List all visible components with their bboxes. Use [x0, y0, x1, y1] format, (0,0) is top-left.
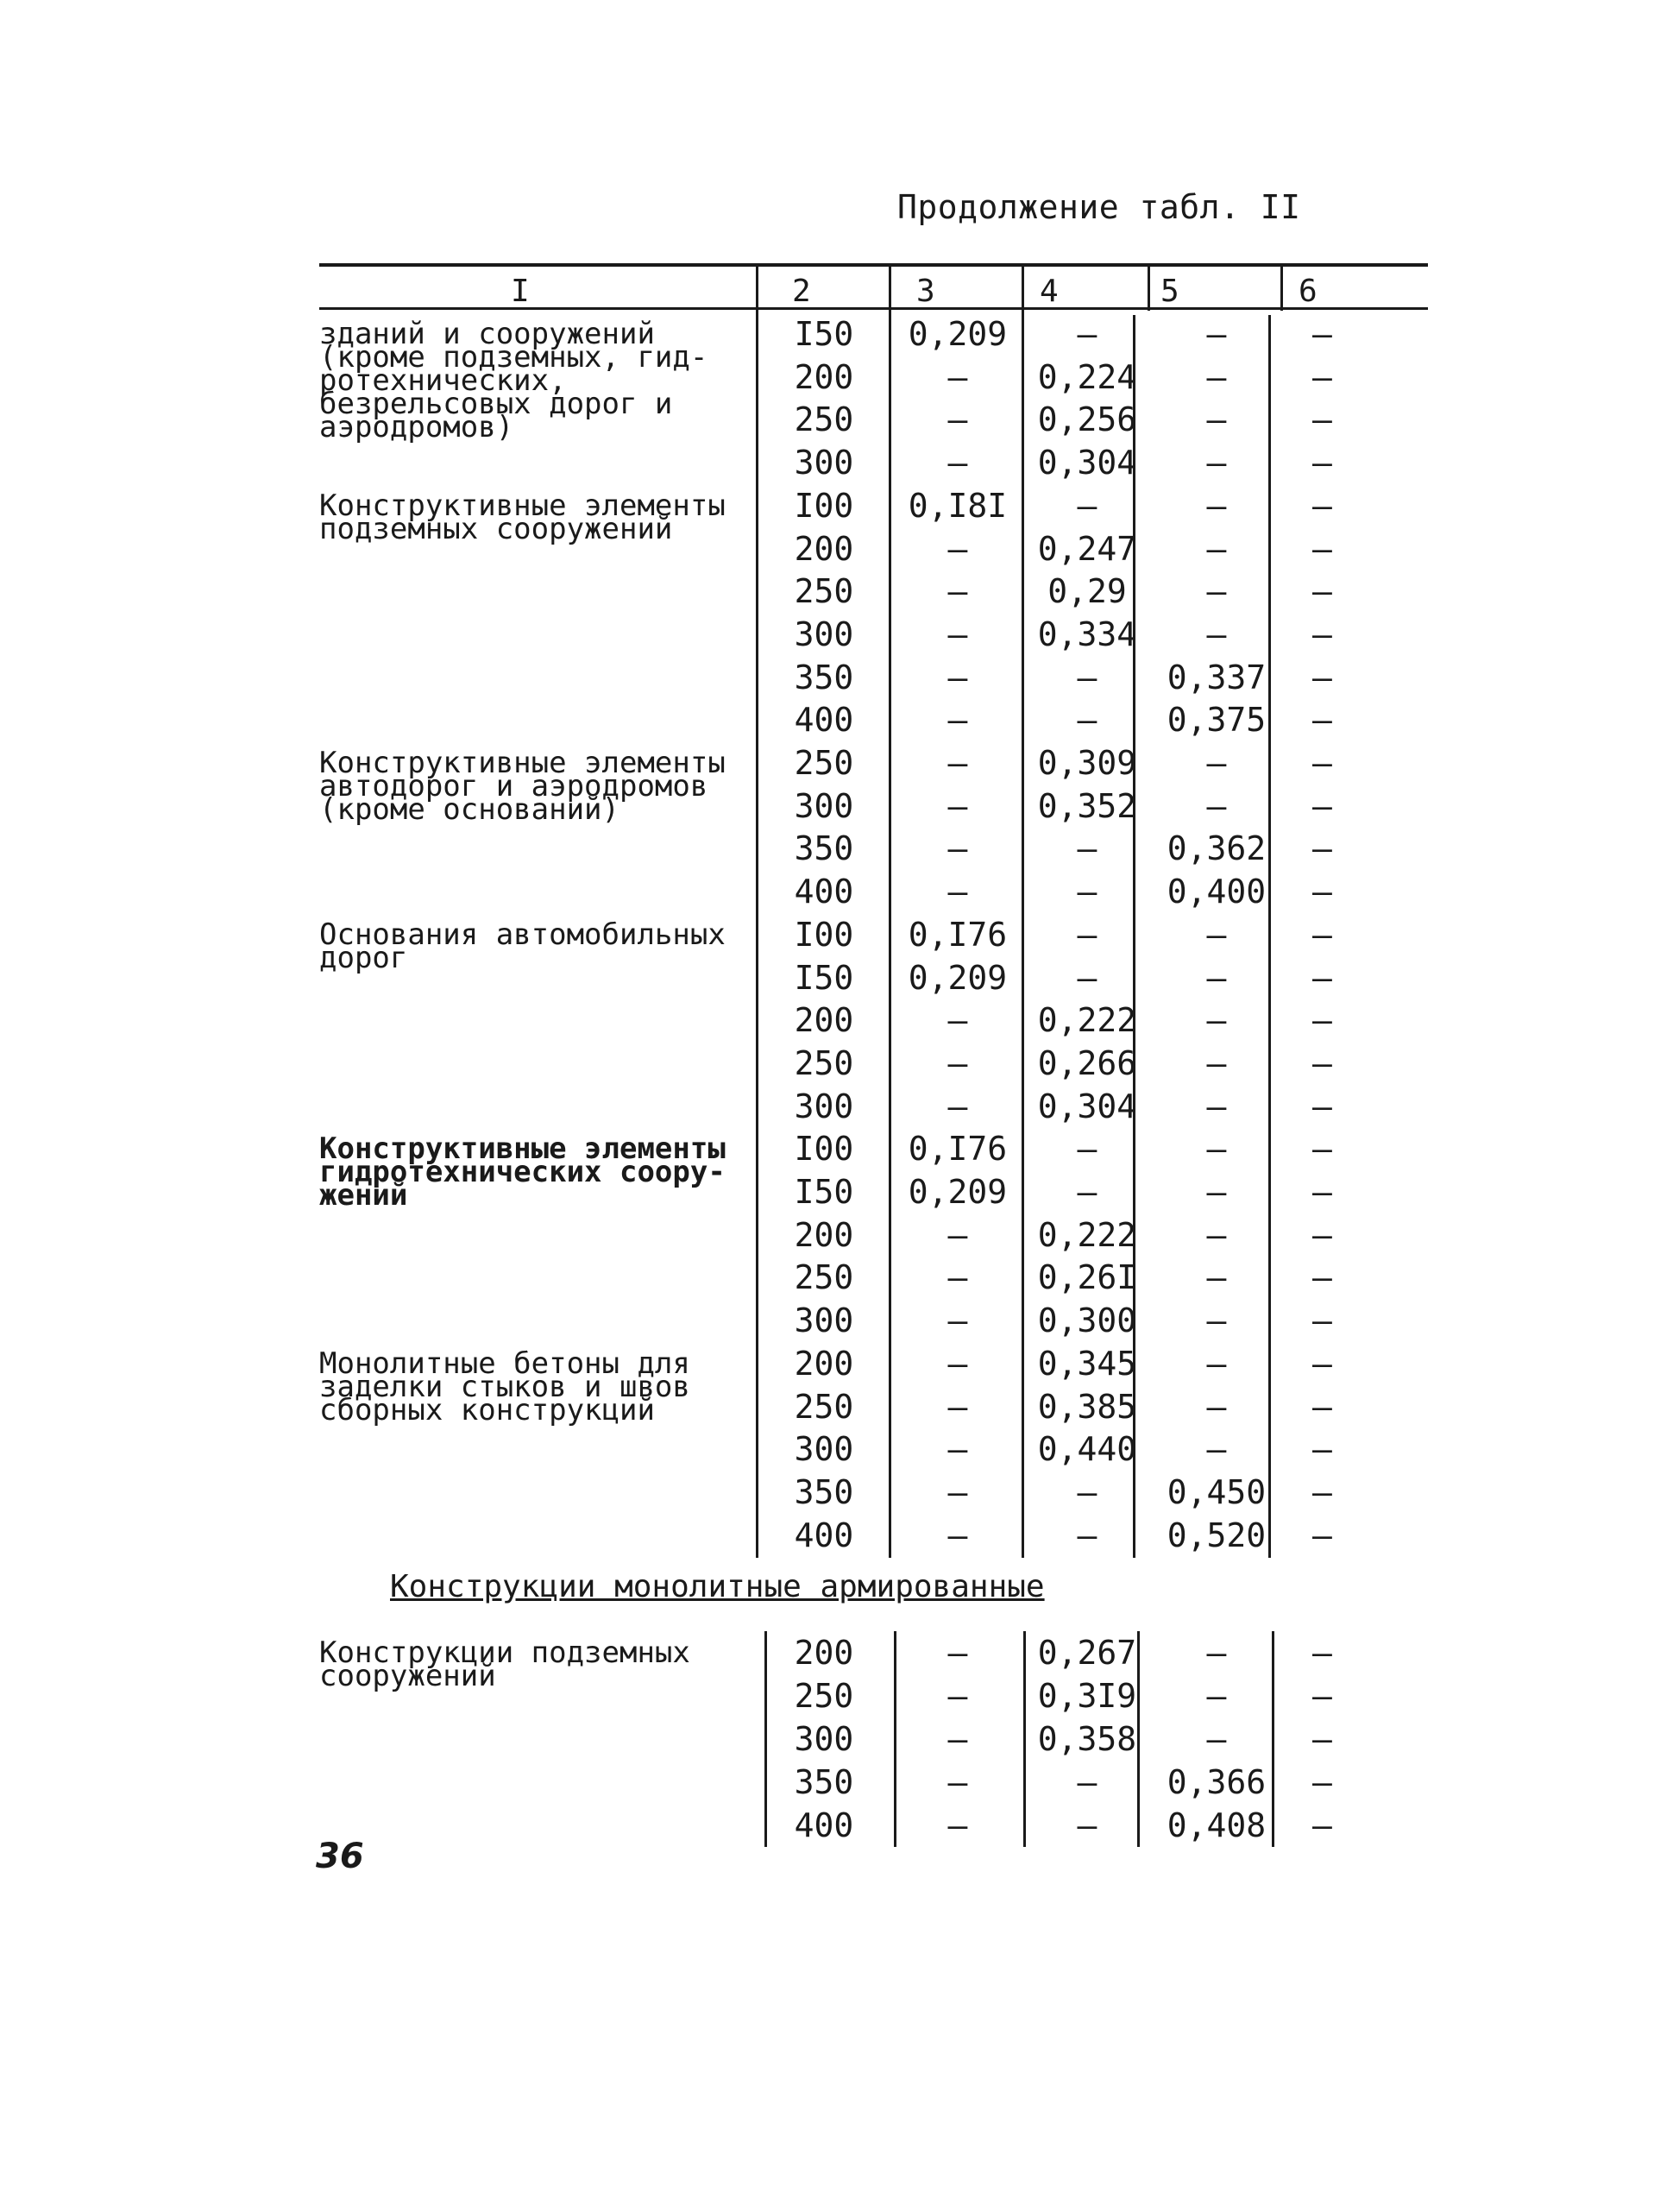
table-cell: –: [1077, 1806, 1097, 1844]
table-cell: 0,209: [908, 1173, 1008, 1211]
header-col-4: 4: [1040, 274, 1059, 309]
table-cell: –: [1206, 1344, 1227, 1383]
table-cell: –: [1312, 1087, 1332, 1125]
table-cell: –: [1077, 658, 1097, 696]
table-cell: 0,375: [1167, 701, 1267, 740]
table-cell: 400: [794, 1806, 854, 1844]
row-group-label: Конструктивные элементы подземных сооружений: [319, 488, 726, 546]
table-caption: Продолжение табл. II: [897, 188, 1301, 226]
table-cell: –: [1077, 315, 1097, 353]
table-cell: 300: [794, 1087, 854, 1125]
table-cell: 0,209: [908, 958, 1008, 997]
table-cell: –: [1206, 1173, 1227, 1211]
table-cell: –: [1077, 1130, 1097, 1169]
table-cell: 0,440: [1037, 1430, 1137, 1469]
table-cell: –: [1206, 357, 1227, 396]
table-cell: 0,222: [1037, 1001, 1137, 1040]
table-cell: –: [1206, 1634, 1227, 1672]
table-cell: –: [1077, 915, 1097, 954]
table-cell: 0,362: [1167, 829, 1267, 868]
row-group-label: Конструктивные элементы гидротехнических соору- жений: [319, 1131, 726, 1213]
table-cell: –: [1077, 701, 1097, 740]
table-cell: –: [1206, 744, 1227, 782]
table-cell: –: [1312, 915, 1332, 954]
table-cell: –: [1312, 701, 1332, 740]
table-cell: –: [1312, 1387, 1332, 1426]
table-cell: –: [1077, 486, 1097, 525]
table-cell: I00: [794, 915, 854, 954]
table-cell: –: [947, 658, 968, 696]
table-cell: –: [1312, 1430, 1332, 1469]
table-cell: –: [1312, 572, 1332, 611]
table-cell: 350: [794, 829, 854, 868]
row-group-label: Конструктивные элементы автодорог и аэродромов (кроме оснований): [319, 746, 726, 827]
table-cell: 0,345: [1037, 1344, 1137, 1383]
table-cell: –: [1206, 529, 1227, 568]
column-divider: [1023, 1631, 1026, 1847]
header-col-3: 3: [916, 274, 935, 309]
table-cell: –: [1312, 1043, 1332, 1082]
table-cell: –: [947, 614, 968, 653]
header-col-5: 5: [1160, 274, 1179, 309]
table-cell: –: [947, 1387, 968, 1426]
table-cell: I00: [794, 1130, 854, 1169]
table-cell: 250: [794, 1677, 854, 1715]
table-cell: 200: [794, 1001, 854, 1040]
table-cell: 300: [794, 786, 854, 825]
table-cell: –: [947, 1634, 968, 1672]
table-cell: –: [1312, 357, 1332, 396]
table-cell: 200: [794, 529, 854, 568]
table-cell: –: [1312, 1763, 1332, 1801]
table-cell: –: [1077, 1516, 1097, 1554]
row-group-label: Основания автомобильных дорог: [319, 917, 726, 975]
table-cell: –: [1206, 400, 1227, 439]
table-cell: –: [1206, 786, 1227, 825]
table-cell: 0,304: [1037, 1087, 1137, 1125]
table-cell: –: [947, 1001, 968, 1040]
row-group-label: Монолитные бетоны для заделки стыков и швов сборных конструкций: [319, 1345, 690, 1427]
table-cell: –: [1206, 958, 1227, 997]
table-cell: 0,337: [1167, 658, 1267, 696]
table-cell: –: [1206, 315, 1227, 353]
table-cell: 350: [794, 1472, 854, 1511]
table-cell: –: [947, 1258, 968, 1297]
column-divider: [1148, 263, 1150, 311]
table-cell: –: [947, 1430, 968, 1469]
table-cell: –: [1312, 1173, 1332, 1211]
table-cell: –: [947, 1215, 968, 1254]
table-cell: 400: [794, 1516, 854, 1554]
table-cell: 250: [794, 572, 854, 611]
table-cell: 0,266: [1037, 1043, 1137, 1082]
table-cell: –: [947, 400, 968, 439]
table-cell: –: [947, 357, 968, 396]
row-group-label: зданий и сооружений (кроме подземных, гид- ротехнических, безрельсовых дорог и аэродромов): [319, 317, 708, 444]
table-cell: 0,450: [1167, 1472, 1267, 1511]
header-col-2: 2: [792, 274, 811, 309]
table-cell: 0,26I: [1037, 1258, 1137, 1297]
table-cell: 0,247: [1037, 529, 1137, 568]
table-cell: –: [1206, 915, 1227, 954]
table-cell: 0,209: [908, 315, 1008, 353]
table-cell: –: [947, 1763, 968, 1801]
table-cell: –: [1312, 1001, 1332, 1040]
table-cell: 0,I8I: [908, 486, 1008, 525]
table-cell: 350: [794, 658, 854, 696]
page-number: 36: [316, 1837, 364, 1876]
table-cell: 200: [794, 357, 854, 396]
table-cell: 250: [794, 1387, 854, 1426]
table-cell: –: [1312, 1215, 1332, 1254]
table-cell: –: [1077, 1472, 1097, 1511]
table-cell: 0,385: [1037, 1387, 1137, 1426]
table-cell: –: [947, 1806, 968, 1844]
table-cell: 0,222: [1037, 1215, 1137, 1254]
table-cell: 0,408: [1167, 1806, 1267, 1844]
table-cell: I00: [794, 486, 854, 525]
table-cell: –: [1312, 1516, 1332, 1554]
table-cell: –: [1312, 1301, 1332, 1340]
row-group-label: Конструкции подземных сооружений: [319, 1635, 690, 1693]
table-cell: –: [947, 1516, 968, 1554]
table-cell: 0,256: [1037, 400, 1137, 439]
table-cell: 0,352: [1037, 786, 1137, 825]
table-cell: –: [1077, 829, 1097, 868]
table-cell: –: [947, 873, 968, 911]
table-cell: –: [1206, 1001, 1227, 1040]
table-cell: 250: [794, 1258, 854, 1297]
table-cell: –: [1206, 1430, 1227, 1469]
table-cell: –: [1206, 1130, 1227, 1169]
table-cell: –: [1312, 1634, 1332, 1672]
table-cell: –: [1077, 1173, 1097, 1211]
table-cell: 0,366: [1167, 1763, 1267, 1801]
table-cell: –: [1312, 400, 1332, 439]
table-cell: 0,I76: [908, 1130, 1008, 1169]
table-cell: –: [1312, 829, 1332, 868]
table-cell: –: [1077, 1763, 1097, 1801]
table-cell: –: [1206, 1258, 1227, 1297]
table-cell: –: [1206, 1043, 1227, 1082]
table-cell: –: [947, 829, 968, 868]
table-cell: –: [1077, 958, 1097, 997]
table-cell: 0,304: [1037, 444, 1137, 482]
table-cell: –: [1312, 658, 1332, 696]
table-cell: –: [947, 444, 968, 482]
table-cell: –: [947, 1720, 968, 1758]
table-cell: 0,29: [1047, 572, 1127, 611]
table-cell: –: [947, 572, 968, 611]
table-cell: –: [1312, 1130, 1332, 1169]
table-cell: 300: [794, 1430, 854, 1469]
table-cell: –: [1077, 873, 1097, 911]
table-cell: –: [1312, 1677, 1332, 1715]
table-cell: 300: [794, 444, 854, 482]
table-cell: 300: [794, 1301, 854, 1340]
table-cell: 200: [794, 1634, 854, 1672]
table-cell: –: [1312, 786, 1332, 825]
table-cell: –: [1206, 1387, 1227, 1426]
table-cell: 0,I76: [908, 915, 1008, 954]
table-cell: 0,400: [1167, 873, 1267, 911]
table-cell: 400: [794, 701, 854, 740]
table-cell: –: [947, 1344, 968, 1383]
header-bottom-rule: [319, 307, 1428, 310]
table-cell: 400: [794, 873, 854, 911]
table-cell: I50: [794, 958, 854, 997]
table-cell: 0,358: [1037, 1720, 1137, 1758]
table-cell: –: [1206, 486, 1227, 525]
table-cell: –: [1312, 486, 1332, 525]
table-cell: –: [1206, 1720, 1227, 1758]
table-cell: –: [1312, 1720, 1332, 1758]
table-cell: –: [1206, 1677, 1227, 1715]
table-cell: –: [947, 1087, 968, 1125]
column-divider: [1280, 263, 1283, 311]
table-cell: –: [947, 1043, 968, 1082]
table-cell: –: [947, 529, 968, 568]
table-cell: –: [1206, 1301, 1227, 1340]
table-cell: 350: [794, 1763, 854, 1801]
table-cell: –: [1206, 614, 1227, 653]
table-cell: 0,520: [1167, 1516, 1267, 1554]
table-cell: 200: [794, 1215, 854, 1254]
table-cell: –: [947, 786, 968, 825]
table-cell: –: [1206, 444, 1227, 482]
table-cell: 200: [794, 1344, 854, 1383]
column-divider: [889, 263, 891, 1558]
table-cell: 0,224: [1037, 357, 1137, 396]
table-cell: –: [1312, 1344, 1332, 1383]
header-col-6: 6: [1299, 274, 1318, 309]
table-cell: 300: [794, 614, 854, 653]
table-cell: 0,334: [1037, 614, 1137, 653]
column-divider: [756, 263, 758, 1558]
table-cell: 0,3I9: [1037, 1677, 1137, 1715]
table-cell: –: [1206, 1087, 1227, 1125]
table-cell: –: [947, 1677, 968, 1715]
table-cell: –: [1312, 614, 1332, 653]
table-cell: –: [947, 744, 968, 782]
table-cell: –: [1312, 529, 1332, 568]
table-cell: I50: [794, 315, 854, 353]
table-cell: 0,267: [1037, 1634, 1137, 1672]
table-cell: 250: [794, 400, 854, 439]
table-cell: –: [947, 701, 968, 740]
table-cell: 250: [794, 1043, 854, 1082]
table-cell: –: [1312, 744, 1332, 782]
table-cell: –: [1312, 1806, 1332, 1844]
table-cell: –: [1312, 873, 1332, 911]
header-col-1: I: [511, 274, 530, 309]
table-cell: –: [1312, 958, 1332, 997]
table-cell: I50: [794, 1173, 854, 1211]
table-cell: –: [1312, 444, 1332, 482]
table-cell: –: [1312, 1258, 1332, 1297]
table-cell: 0,309: [1037, 744, 1137, 782]
section-title: Конструкции монолитные армированные: [390, 1569, 1045, 1604]
table-cell: 0,300: [1037, 1301, 1137, 1340]
table-cell: –: [1312, 315, 1332, 353]
table-cell: –: [947, 1301, 968, 1340]
table-cell: 300: [794, 1720, 854, 1758]
table-cell: 250: [794, 744, 854, 782]
table-cell: –: [1206, 1215, 1227, 1254]
table-cell: –: [1312, 1472, 1332, 1511]
table-cell: –: [1206, 572, 1227, 611]
header-top-rule: [319, 263, 1428, 267]
table-cell: –: [947, 1472, 968, 1511]
